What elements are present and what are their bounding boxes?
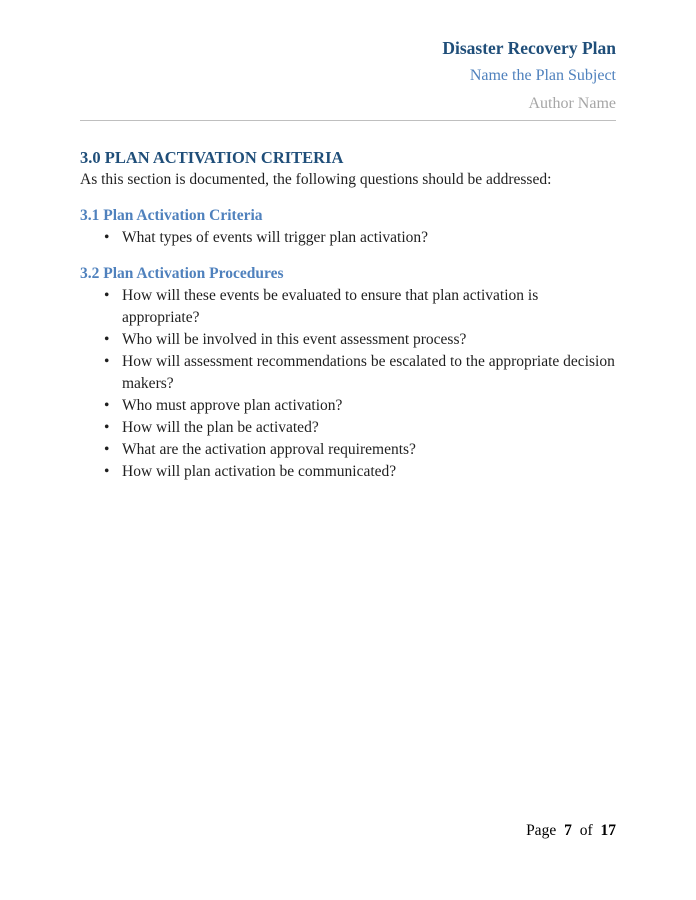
page-footer [526,820,616,842]
section-heading: 3.0 PLAN ACTIVATION CRITERIA [80,148,344,167]
subsection-heading-3-1: 3.1 Plan Activation Criteria [80,207,263,224]
document-subtitle: Name the Plan Subject [469,67,616,84]
page-label: Page [526,822,557,839]
list-item: • Who must approve plan activation? [122,395,616,417]
of-label: of [579,822,593,839]
document-body [80,147,616,483]
document-author: Author Name [528,95,616,112]
subsection-heading-3-2: 3.2 Plan Activation Procedures [80,265,284,282]
list-item: • What are the activation approval requirements? [122,439,616,461]
list-item: • What types of events will trigger plan activation? [122,227,616,249]
list-item: • How will the plan be activated? [122,417,616,439]
page-header [80,34,616,121]
list-item: • Who will be involved in this event assessment process? [122,329,616,351]
section-intro: As this section is documented, the following questions should be addressed: [80,171,552,188]
list-item: • How will these events be evaluated to ensure that plan activation is appropriate? [122,285,616,329]
bullet-list-3-2 [80,285,616,483]
list-item: • How will assessment recommendations be escalated to the appropriate decision makers? [122,351,616,395]
total-pages: 17 [600,822,616,839]
bullet-list-3-1 [80,227,616,249]
document-title: Disaster Recovery Plan [442,38,616,58]
list-item: • How will plan activation be communicated? [122,461,616,483]
page-number: 7 [564,822,572,839]
